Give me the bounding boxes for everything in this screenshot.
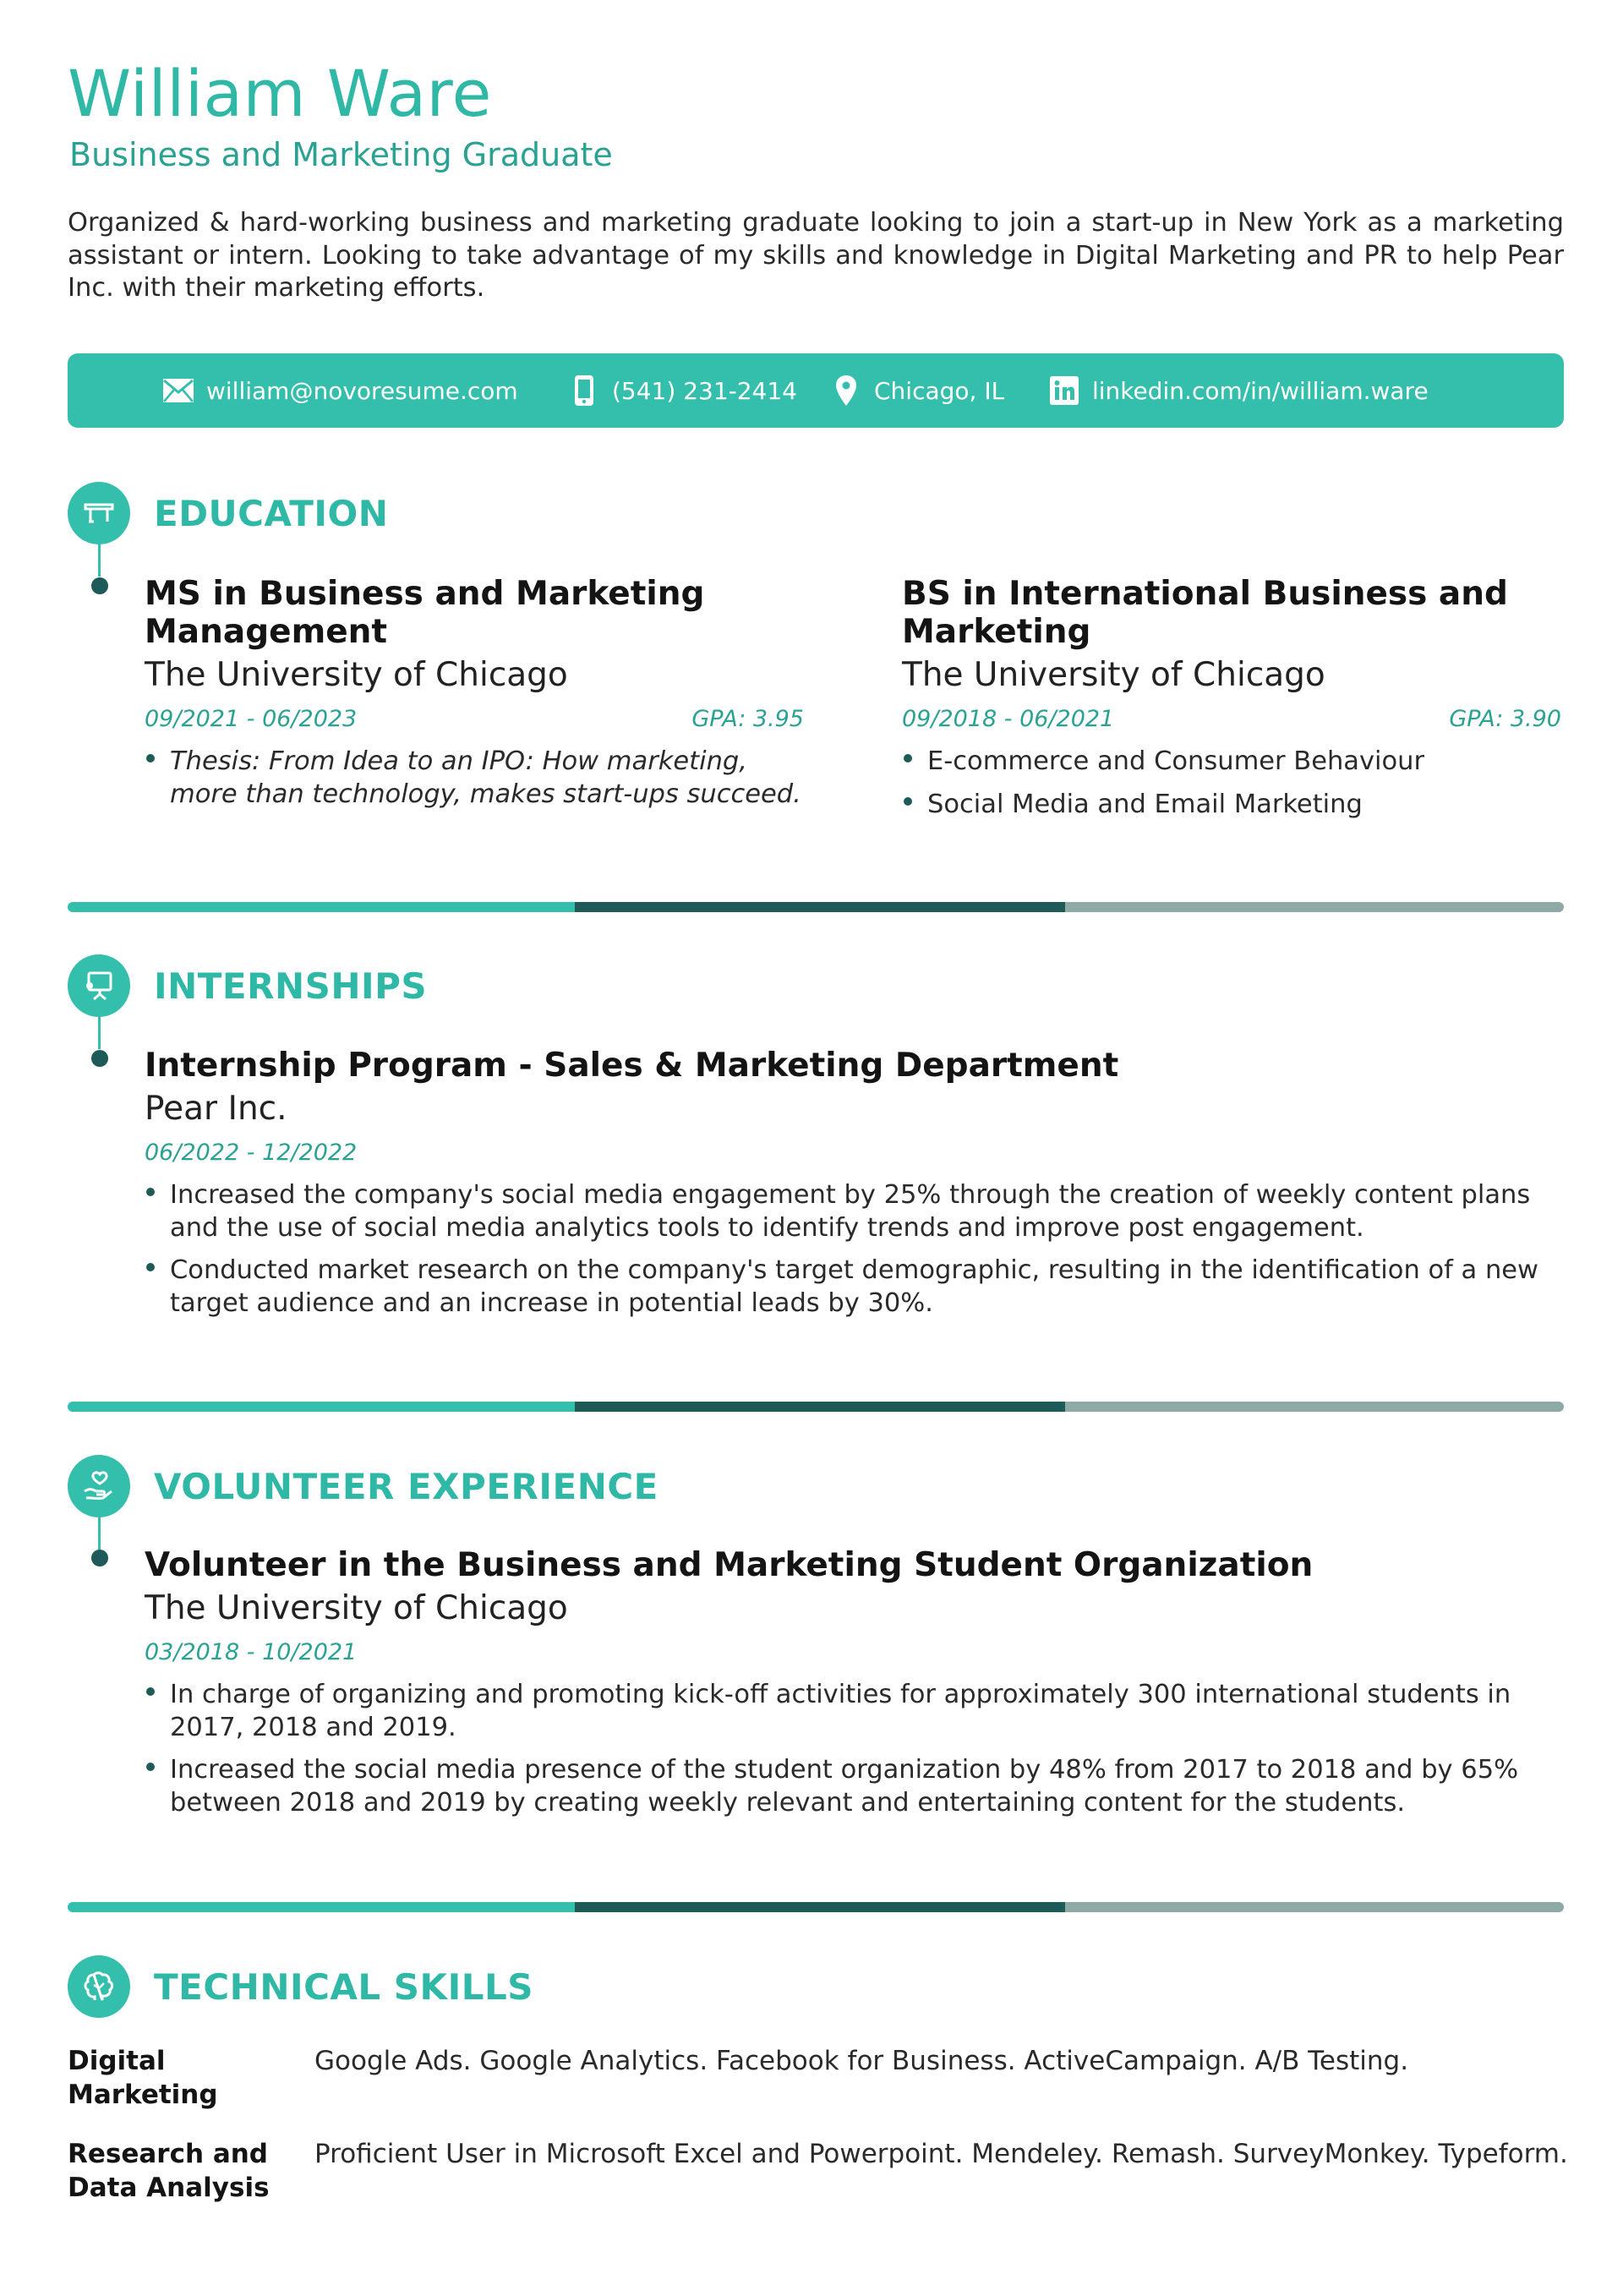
skills-heading bbox=[68, 1954, 533, 2019]
skill-row bbox=[68, 2137, 1568, 2205]
timeline-dot bbox=[91, 1550, 108, 1566]
school-name: The University of Chicago bbox=[145, 656, 568, 694]
section-title: VOLUNTEER EXPERIENCE bbox=[154, 1465, 658, 1507]
location-text: Chicago, IL bbox=[874, 376, 1005, 405]
date-range: 09/2018 - 06/2021 bbox=[902, 706, 1115, 732]
school-name: The University of Chicago bbox=[902, 656, 1325, 694]
summary-text: Organized & hard-working business and marketing graduate looking to join a start-up in New York as a marketing assistant or intern. Looking to take advantage of my skills and knowledge in Digital Marketing and PR to help Pear Inc. with their marketing efforts. bbox=[68, 208, 1564, 303]
timeline-line bbox=[98, 1514, 101, 1550]
graduation-cap-icon bbox=[68, 482, 130, 544]
list-item: Increased the social media presence of the student organization by 48% from 2017 to 2018 and by 65% between 2018 and 2019 by creating weekly relevant and entertaining content for the students. bbox=[145, 1754, 1565, 1819]
section-title: EDUCATION bbox=[154, 492, 389, 534]
skill-row bbox=[68, 2044, 1564, 2112]
skill-value: Proficient User in Microsoft Excel and Powerpoint. Mendeley. Remash. SurveyMonkey. Typeform. bbox=[314, 2139, 1568, 2169]
email-text[interactable]: william@novoresume.com bbox=[206, 376, 518, 405]
internship-entry bbox=[145, 1047, 1565, 1330]
linkedin-text[interactable]: linkedin.com/in/william.ware bbox=[1092, 376, 1429, 405]
role-title: Volunteer in the Business and Marketing Student Organization bbox=[145, 1546, 1314, 1584]
contact-location bbox=[830, 353, 1004, 428]
list-item: Increased the company's social media engagement by 25% through the creation of weekly content plans and the use of social media analytics tools to identify trends and improve post engagement. bbox=[145, 1179, 1565, 1244]
timeline-dot bbox=[91, 1050, 108, 1067]
section-title: TECHNICAL SKILLS bbox=[154, 1965, 533, 2008]
map-pin-icon bbox=[830, 374, 862, 407]
contact-linkedin[interactable] bbox=[1048, 353, 1429, 428]
date-range: 09/2021 - 06/2023 bbox=[145, 706, 358, 732]
contact-phone[interactable] bbox=[568, 353, 797, 428]
section-divider bbox=[68, 1402, 1564, 1412]
list-item: Conducted market research on the company's target demographic, resulting in the identification of a new target audience and an increase in potential leads by 30%. bbox=[145, 1255, 1565, 1320]
company-name: Pear Inc. bbox=[145, 1090, 287, 1128]
timeline-dot bbox=[91, 577, 108, 594]
timeline-line bbox=[98, 541, 101, 577]
list-item: In charge of organizing and promoting kick-off activities for approximately 300 international students in 2017, 2018 and 2019. bbox=[145, 1679, 1565, 1744]
list-item: Social Media and Email Marketing bbox=[902, 789, 1561, 822]
mobile-phone-icon bbox=[568, 374, 600, 407]
brain-icon bbox=[68, 1955, 130, 2018]
list-item: Thesis: From Idea to an IPO: How marketing, more than technology, makes start-ups succeed. bbox=[145, 746, 804, 811]
skill-label: Digital Marketing bbox=[68, 2046, 218, 2110]
skill-label: Research and Data Analysis bbox=[68, 2139, 270, 2203]
gpa: GPA: 3.90 bbox=[1449, 706, 1561, 732]
section-divider bbox=[68, 902, 1564, 912]
list-item: E-commerce and Consumer Behaviour bbox=[902, 746, 1561, 779]
candidate-name: William Ware bbox=[68, 56, 492, 131]
degree-title: MS in Business and Marketing Management bbox=[145, 575, 705, 651]
section-title: INTERNSHIPS bbox=[154, 965, 428, 1007]
presentation-board-icon bbox=[68, 954, 130, 1017]
degree-title: BS in International Business and Marketing bbox=[902, 575, 1508, 651]
timeline-line bbox=[98, 1014, 101, 1049]
organization-name: The University of Chicago bbox=[145, 1589, 568, 1627]
linkedin-icon bbox=[1048, 374, 1080, 407]
job-title: Internship Program - Sales & Marketing Department bbox=[145, 1047, 1119, 1085]
education-heading bbox=[68, 481, 388, 545]
candidate-title: Business and Marketing Graduate bbox=[69, 136, 613, 173]
volunteer-entry bbox=[145, 1546, 1565, 1829]
phone-text[interactable]: (541) 231-2414 bbox=[612, 376, 797, 405]
gpa: GPA: 3.95 bbox=[691, 706, 804, 732]
contact-email[interactable] bbox=[162, 353, 518, 428]
section-divider bbox=[68, 1902, 1564, 1912]
education-entry-ms bbox=[145, 575, 804, 821]
volunteer-heading bbox=[68, 1454, 658, 1518]
envelope-icon bbox=[162, 374, 194, 407]
date-range: 06/2022 - 12/2022 bbox=[145, 1140, 358, 1166]
contact-bar bbox=[68, 353, 1564, 428]
skill-value: Google Ads. Google Analytics. Facebook for Business. ActiveCampaign. A/B Testing. bbox=[314, 2046, 1409, 2076]
date-range: 03/2018 - 10/2021 bbox=[145, 1639, 358, 1665]
hand-heart-icon bbox=[68, 1455, 130, 1517]
education-entry-bs bbox=[902, 575, 1561, 831]
internships-heading bbox=[68, 954, 427, 1018]
